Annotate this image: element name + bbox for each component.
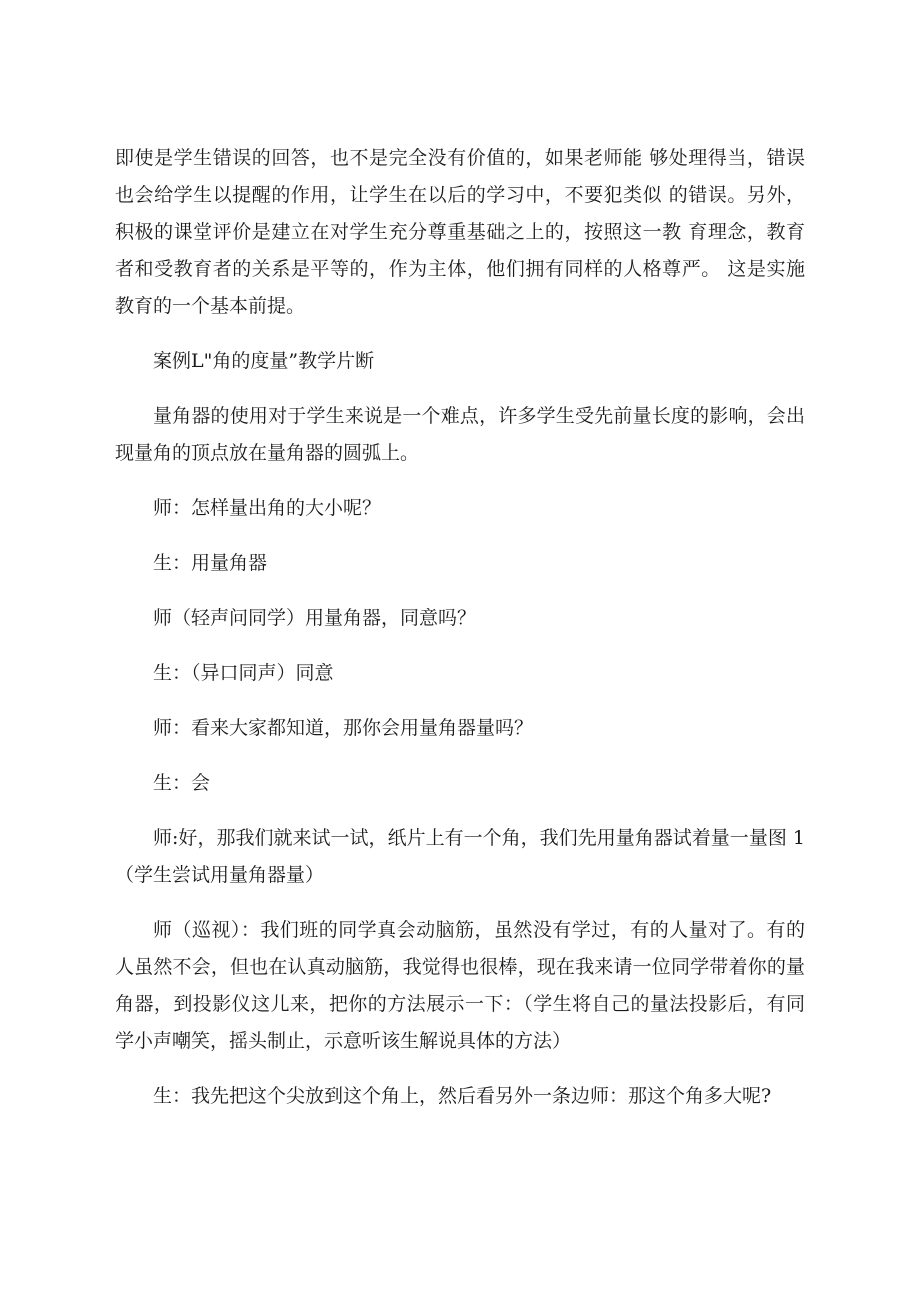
- dialogue-line: 生：用量角器: [153, 552, 268, 574]
- case-heading: 案例L"角的度量”教学片断: [153, 350, 375, 372]
- dialogue-line: 师：看来大家都知道，那你会用量角器量吗？: [153, 717, 534, 739]
- dialogue-line: 师:好，那我们就来试一试，纸片上有一个角，我们先用量角器试着量一量图 1（学生尝试用量角器量）: [115, 827, 805, 886]
- dialogue-line: 生：我先把这个尖放到这个角上，然后看另外一条边师：那这个角多大呢?: [153, 1085, 772, 1107]
- dialogue-line: 生：会: [153, 772, 211, 794]
- paragraph-protractor-difficulty: 量角器的使用对于学生来说是一个难点，许多学生受先前量长度的影响，会出 现量角的顶点放在量角器的圆弧上。: [115, 405, 805, 464]
- dialogue-line: 师（轻声问同学）用量角器，同意吗？: [153, 607, 477, 629]
- paragraph-evaluation: 即使是学生错误的回答，也不是完全没有价值的，如果老师能 够处理得当，错误也会给学生以提醒的作用，让学生在以后的学习中，不要犯类似 的错误。另外，积极的课堂评价是建立在对学生充分尊重基础之上的，按照这一教 育理念，教育者和受教育者的关系是平等的，作为主体，他们拥有同样的人格尊严。 这是实施教育的一个基本前提。: [115, 147, 805, 317]
- dialogue-line: 师（巡视）：我们班的同学真会动脑筋，虽然没有学过，有的人量对了。有的 人虽然不会，但也在认真动脑筋，我觉得也很棒，现在我来请一位同学带着你的量 角器，到投影仪这儿来，把你的方法展示一下：（学生将自己的量法投影后，有同 学小声嘲笑，摇头制止，示意听该生解说具体的方法）: [115, 919, 805, 1052]
- dialogue-line: 师：怎样量出角的大小呢？: [153, 497, 382, 519]
- dialogue-line: 生：（异口同声）同意: [153, 662, 334, 684]
- document-page: [115, 140, 805, 1115]
